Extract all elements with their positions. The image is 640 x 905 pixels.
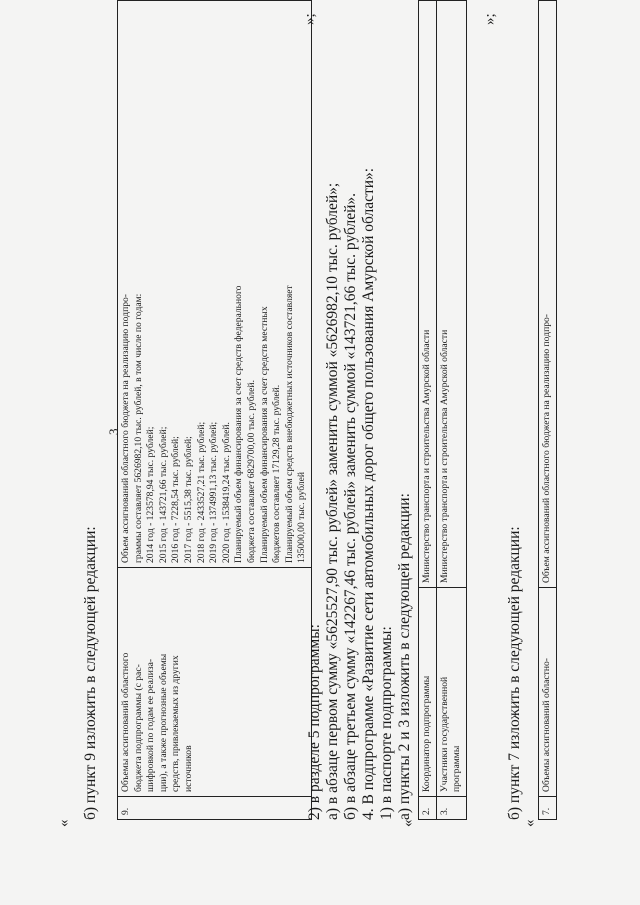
open-quote: «	[56, 819, 72, 827]
page-number: 3	[106, 428, 121, 435]
close-quote-1: »;	[302, 13, 318, 25]
body-line-3: б) в абзаце третьем сумму «142267,46 тыс. рублей» заменить суммой «143721,66 тыс. рублей».	[342, 192, 359, 820]
body-line-4: 4. В подпрограмме «Развитие сети автомобильных дорог общего пользования Амурской области»:	[360, 167, 377, 820]
row-number: 7.	[539, 797, 557, 820]
row-name-line: ции), а также прогнозные объемы	[157, 653, 169, 792]
item7-intro: б) пункт 7 изложить в следующей редакции:	[506, 526, 523, 820]
open-quote-2: «	[400, 819, 416, 827]
value-line: Планируемый объем финансирования за счет средств федерального	[233, 285, 245, 563]
row-name	[118, 568, 312, 797]
row-value: Объем ассигнований областного бюджета на реализацию подпро-	[539, 1, 557, 588]
row-name: Объемы ассигнований областно-	[539, 588, 557, 797]
open-quote-3: «	[522, 819, 538, 827]
row-name-line: бюджета подпрограммы (с рас-	[132, 664, 144, 792]
row-name-line: шифровкой по годам ее реализа-	[145, 658, 157, 792]
row-value: Министерство транспорта и строительства Амурской области	[436, 1, 466, 588]
table-item9	[117, 0, 312, 820]
body-line-5: 1) в паспорте подпрограммы:	[378, 626, 395, 820]
body-line-6: а) пункты 2 и 3 изложить в следующей редакции:	[396, 493, 413, 820]
table-row	[118, 1, 312, 820]
value-line: 2019 год - 1374991,13 тыс. рублей;	[208, 421, 220, 563]
row-value	[118, 1, 312, 568]
value-line: 2020 год - 1538419,24 тыс. рублей.	[220, 422, 232, 563]
table-row	[539, 1, 557, 820]
value-line: бюджетов составляет 17129,28 тыс. рублей.	[271, 384, 283, 563]
table-items-2-3	[418, 0, 467, 820]
table-row	[436, 1, 466, 820]
value-line: 2018 год - 2433527,21 тыс. рублей;	[195, 421, 207, 563]
row-name-line: программы	[451, 745, 463, 792]
value-line: граммы составляет 5626982,10 тыс. рублей, в том числе по годам:	[132, 293, 144, 563]
row-name: Координатор подпрограммы	[419, 588, 437, 797]
body-line-1: 2) в разделе 5 подпрограммы:	[306, 624, 323, 820]
value-line: 2014 год - 123578,94 тыс. рублей;	[145, 426, 157, 563]
row-name-line: Участники государственной	[438, 676, 450, 792]
value-line: Планируемый объем финансирования за счет средств местных	[258, 306, 270, 563]
close-quote-2: »;	[482, 13, 498, 25]
table-item7	[538, 0, 557, 820]
value-line: Планируемый объем средств внебюджетных источников составляет	[283, 285, 295, 563]
row-value: Министерство транспорта и строительства Амурской области	[419, 1, 437, 588]
row-name-line: средств, привлекаемых из других	[170, 655, 182, 792]
table-row	[419, 1, 437, 820]
row-number: 2.	[419, 797, 437, 820]
row-name	[436, 588, 466, 797]
value-line: Объем ассигнований областного бюджета на реализацию подпро-	[120, 294, 131, 563]
row-number: 3.	[436, 797, 466, 820]
value-line: 2016 год - 7228,54 тыс. рублей;	[170, 436, 182, 563]
item9-intro: б) пункт 9 изложить в следующей редакции:	[82, 526, 99, 820]
body-line-2: а) в абзаце первом сумму «5625527,90 тыс. рублей» заменить суммой «5626982,10 тыс. рублей»;	[324, 182, 341, 820]
value-line: 2017 год - 5515,38 тыс. рублей;	[182, 436, 194, 563]
row-name-line: источников	[182, 745, 194, 792]
row-number: 9.	[118, 797, 312, 820]
value-line: 135000,00 тыс. рублей	[296, 471, 308, 563]
value-line: 2015 год - 143721,66 тыс. рублей;	[157, 426, 169, 563]
row-name-line: Объемы ассигнований областного	[120, 652, 131, 792]
value-line: бюджета составляет 6829700,00 тыс. рублей.	[245, 380, 257, 563]
